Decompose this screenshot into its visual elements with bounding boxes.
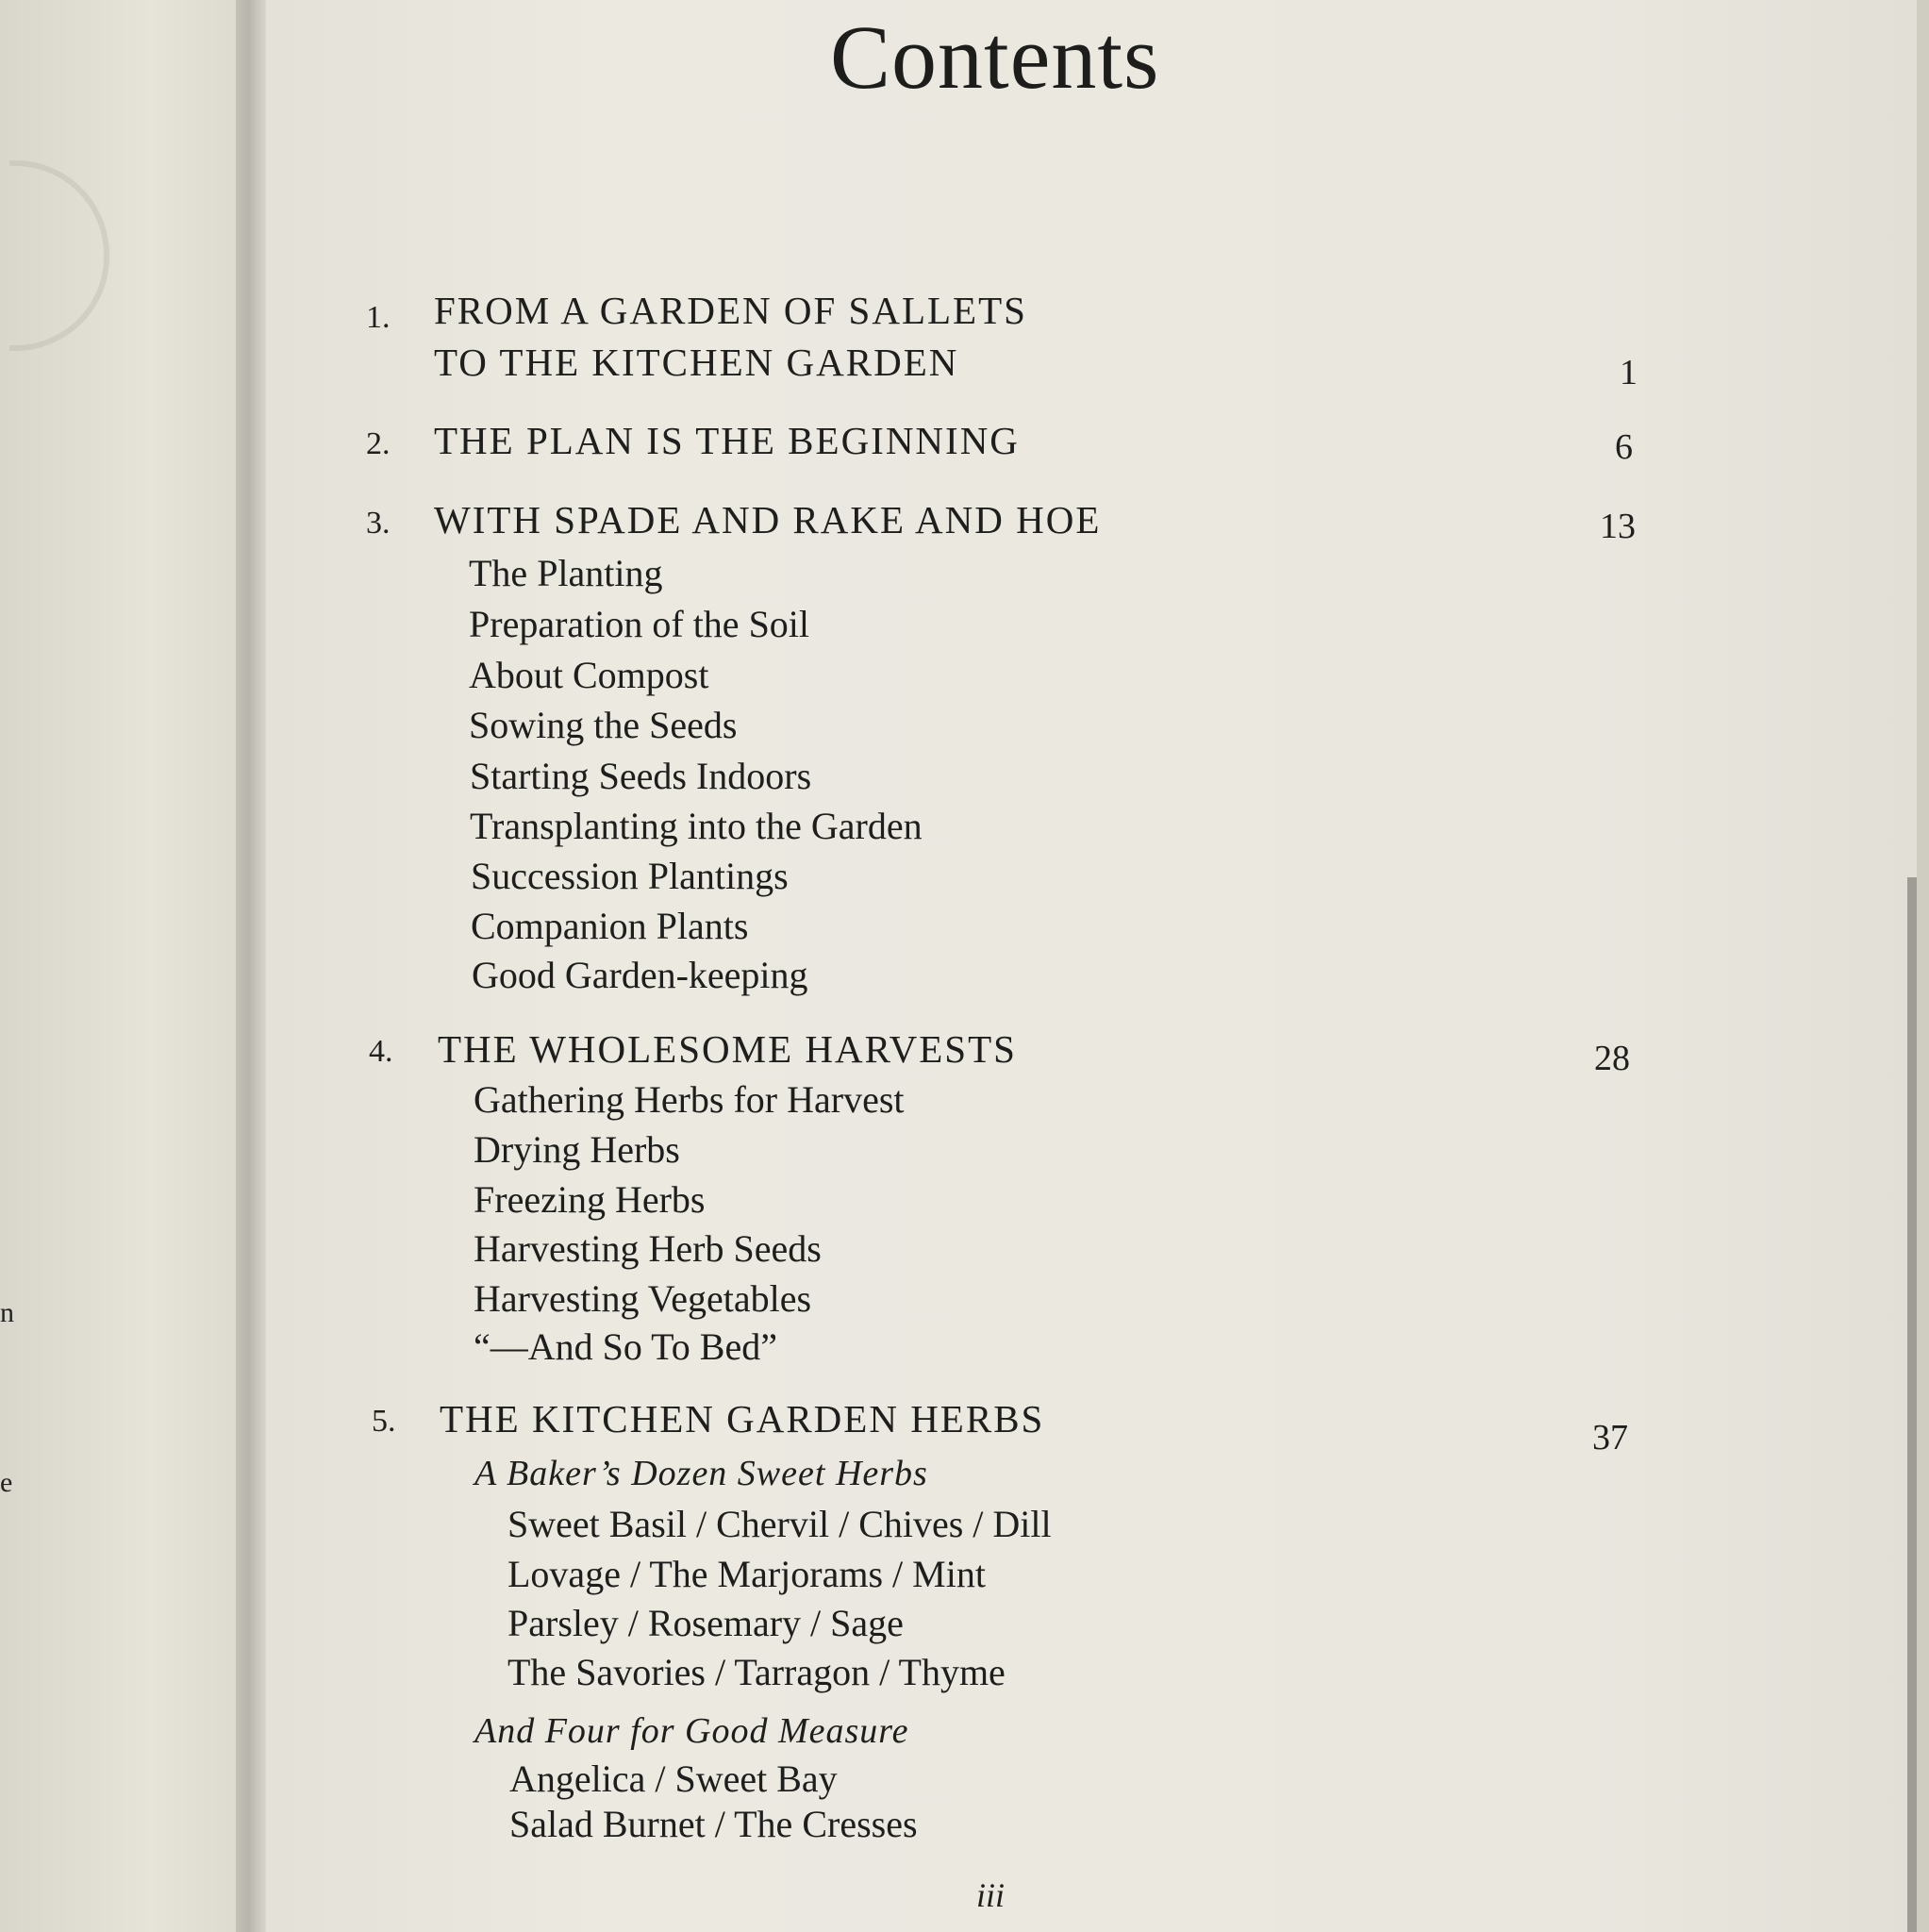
chapter-number: 3. [366,506,391,541]
page-folio: iii [976,1876,1006,1914]
herb-line: Sweet Basil / Chervil / Chives / Dill [507,1503,1052,1545]
section-title: Preparation of the Soil [469,603,810,645]
section-title: Transplanting into the Garden [470,805,923,847]
page-number: 6 [1615,427,1633,467]
page-number: 37 [1592,1418,1628,1457]
chapter-title: THE WHOLESOME HARVESTS [438,1027,1017,1071]
chapter-title: THE PLAN IS THE BEGINNING [434,419,1020,462]
section-heading: A Baker’s Dozen Sweet Herbs [474,1454,928,1493]
page-number: 1 [1620,353,1638,392]
chapter-number: 4. [369,1034,393,1069]
section-title: Freezing Herbs [474,1178,706,1221]
chapter-number: 1. [366,300,391,335]
section-title: Starting Seeds Indoors [470,755,812,797]
section-title: Good Garden-keeping [472,954,808,996]
faded-ornament [9,160,109,351]
section-title: The Planting [469,552,663,594]
facing-page-letter: e [0,1467,13,1498]
facing-page [0,0,253,1932]
section-title: Drying Herbs [474,1128,680,1171]
page-number: 13 [1600,507,1636,546]
section-title: Harvesting Vegetables [474,1277,812,1320]
section-title: Succession Plantings [471,855,789,897]
herb-line: Lovage / The Marjorams / Mint [507,1553,986,1595]
chapter-title: FROM A GARDEN OF SALLETS [434,289,1027,332]
section-title: About Compost [469,654,709,696]
chapter-number: 5. [372,1404,396,1439]
chapter-title: THE KITCHEN GARDEN HERBS [440,1397,1045,1441]
section-title: Harvesting Herb Seeds [474,1227,822,1270]
section-title: Companion Plants [471,905,749,947]
herb-line: Angelica / Sweet Bay [509,1757,838,1800]
chapter-title: WITH SPADE AND RAKE AND HOE [434,498,1102,541]
book-gutter [236,0,268,1932]
page-edge [1907,877,1917,1932]
section-heading: And Four for Good Measure [474,1711,909,1751]
chapter-title: TO THE KITCHEN GARDEN [434,341,959,384]
section-title: Sowing the Seeds [469,704,738,746]
section-title: Gathering Herbs for Harvest [474,1078,905,1121]
chapter-number: 2. [366,426,391,461]
page-title: Contents [830,7,1160,108]
page-number: 28 [1594,1039,1630,1078]
herb-line: The Savories / Tarragon / Thyme [507,1651,1006,1693]
facing-page-letter: n [0,1297,14,1328]
section-title: “—And So To Bed” [474,1325,777,1368]
herb-line: Salad Burnet / The Cresses [509,1803,918,1845]
herb-line: Parsley / Rosemary / Sage [507,1602,904,1644]
